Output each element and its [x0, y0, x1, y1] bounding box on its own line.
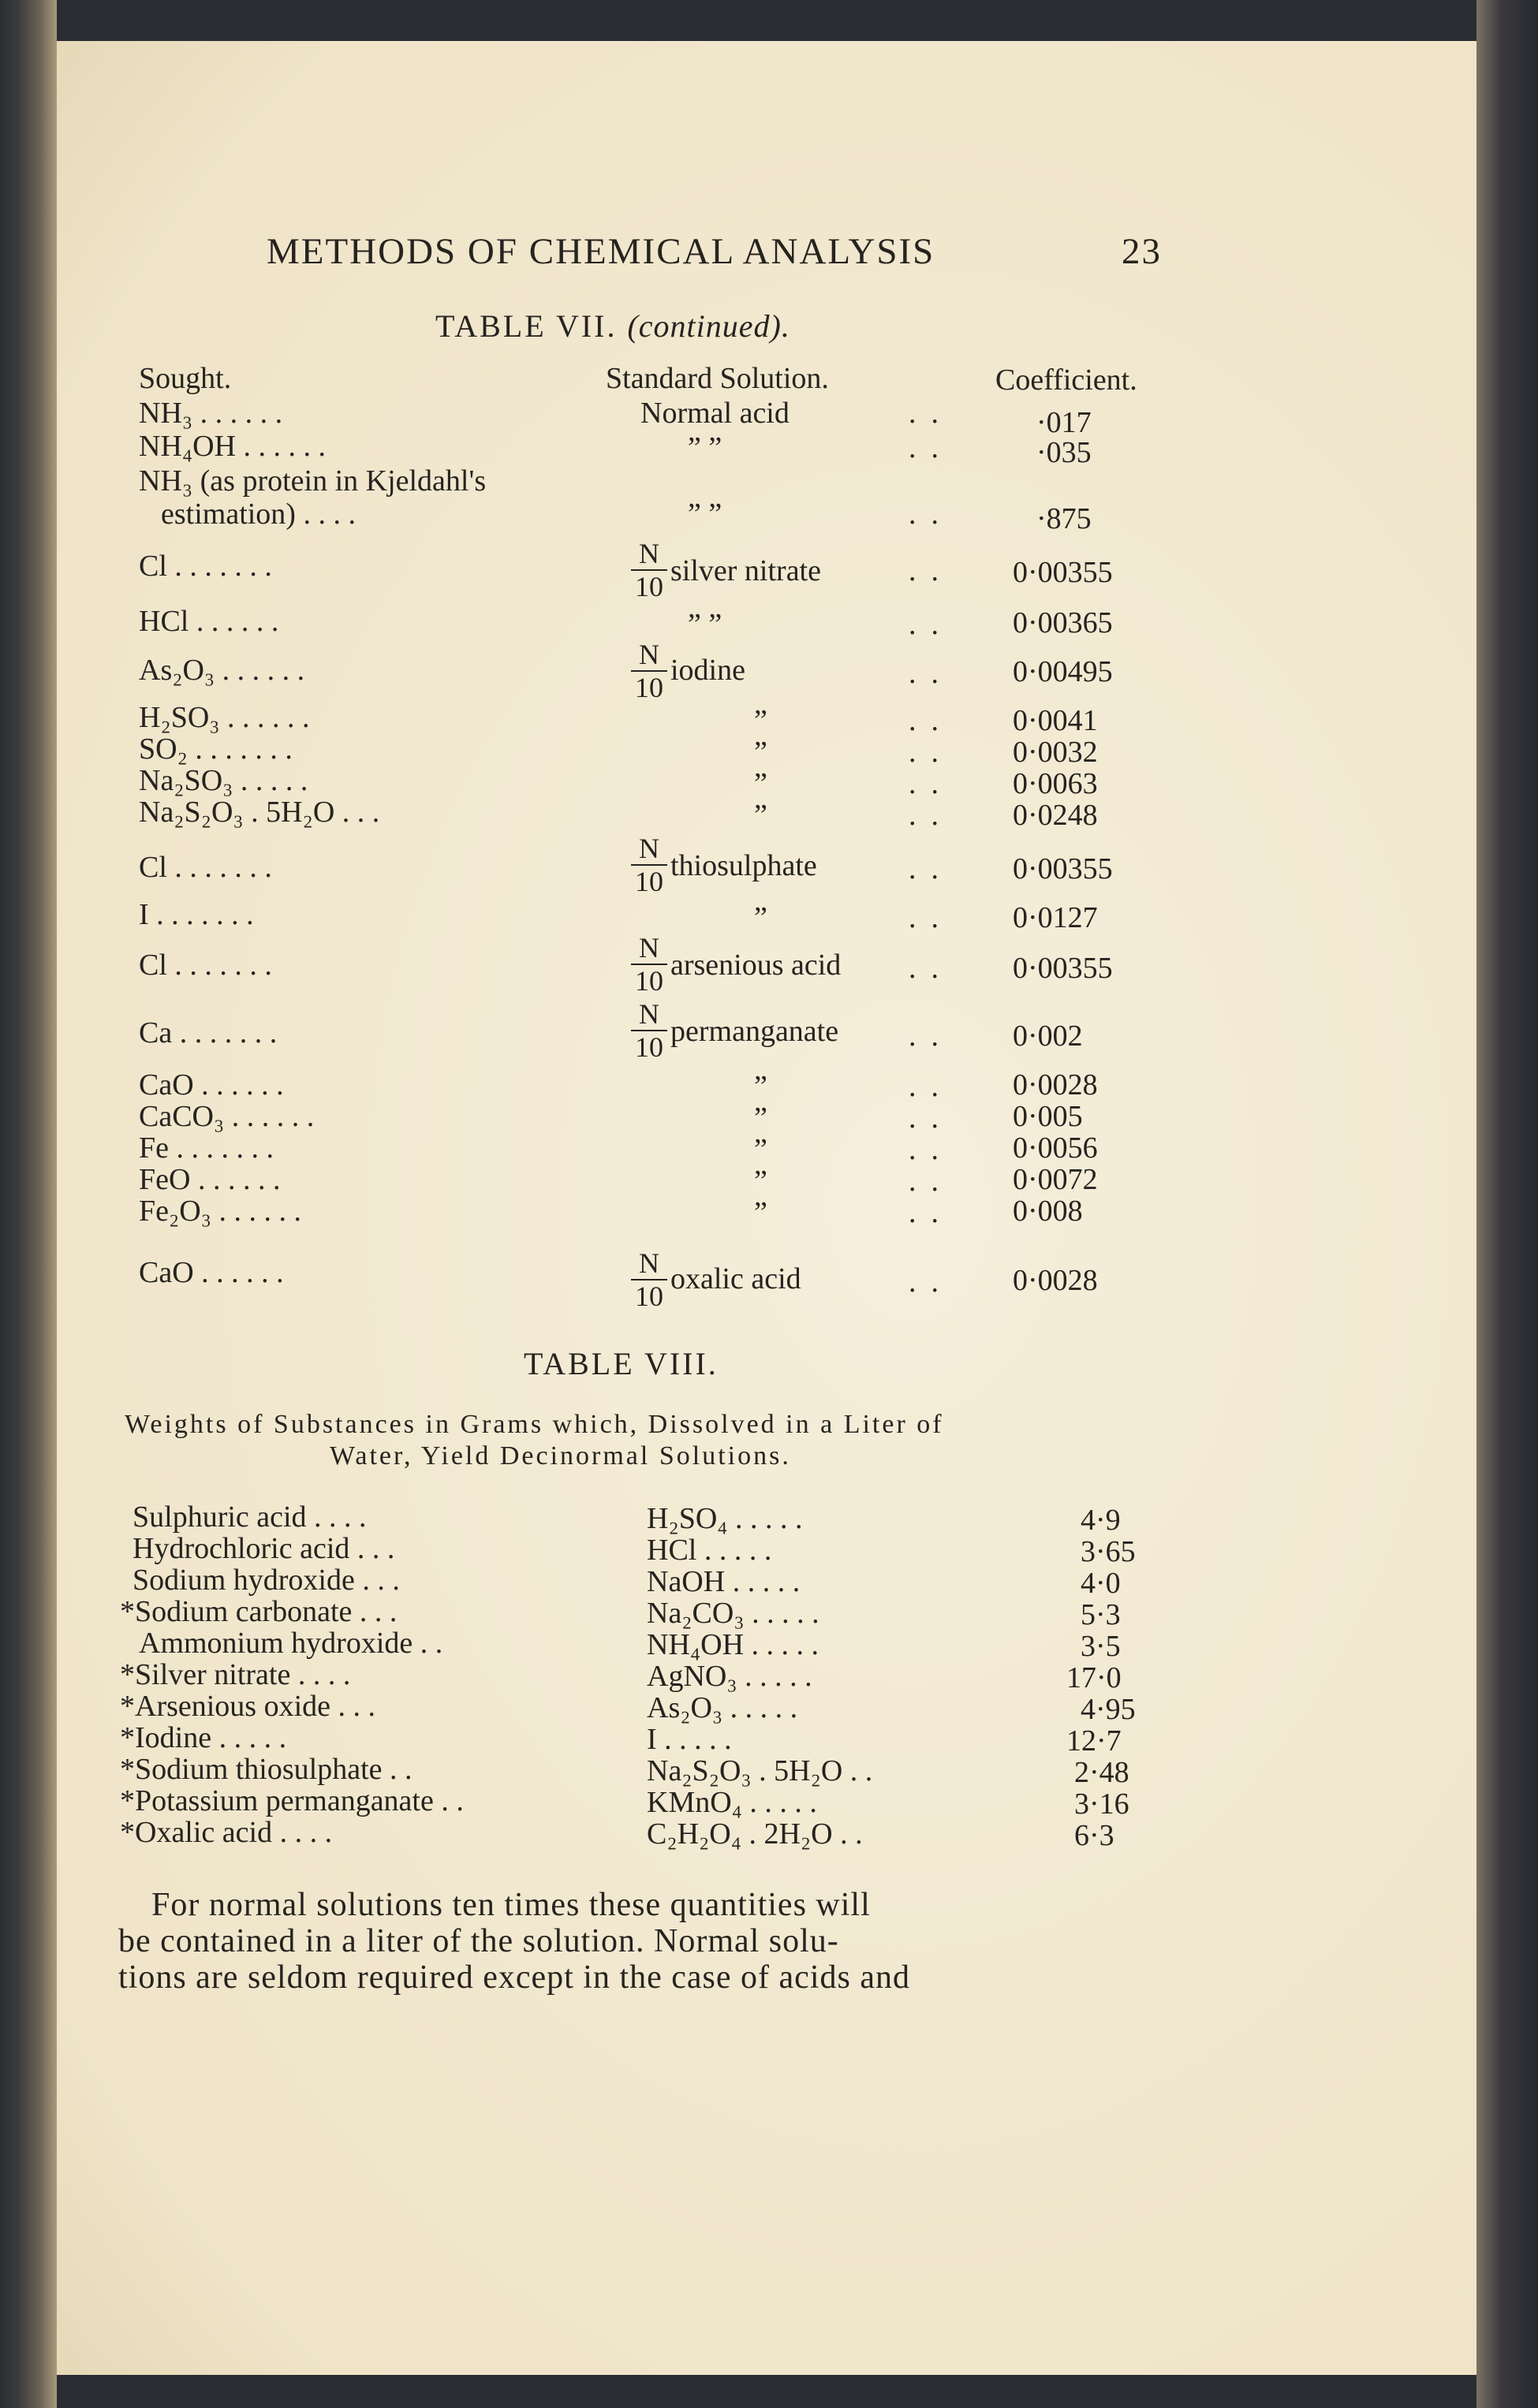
table-cell-coefficient: 0·0248 — [1013, 799, 1098, 832]
table-cell-coefficient: ·035 — [1036, 436, 1092, 469]
leader-dots: . . — [909, 397, 939, 430]
table-cell-solution: ” ” — [688, 498, 722, 531]
book-page — [57, 41, 1476, 2375]
table-row: H₂SO₃ . . . . . . — [139, 701, 310, 734]
table-cell-substance: Ammonium hydroxide . . — [139, 1627, 443, 1660]
table-cell-weight: 6·3 — [1074, 1819, 1114, 1852]
fraction-n-over-10: N 10 — [631, 640, 667, 702]
leader-dots: . . — [909, 704, 939, 737]
table-cell-coefficient: 0·0063 — [1013, 767, 1098, 800]
leader-dots: . . — [909, 1070, 939, 1103]
table-row: NH₄OH . . . . . . — [139, 430, 327, 463]
table-cell-formula: HCl . . . . . — [647, 1534, 772, 1567]
leader-dots: . . — [909, 852, 939, 885]
book-binding-right — [1476, 0, 1538, 2408]
table-cell-solution: ” — [754, 1070, 767, 1103]
table-cell-formula: As₂O₃ . . . . . — [647, 1691, 798, 1724]
table-cell-coefficient: ·017 — [1036, 406, 1092, 439]
table-cell-solution: permanganate — [670, 1015, 839, 1048]
leader-dots: . . — [909, 901, 939, 934]
leader-dots: . . — [909, 608, 939, 641]
table-7-caption: TABLE VII. (continued). — [435, 308, 790, 344]
table-cell-coefficient: 0·0056 — [1013, 1131, 1098, 1165]
table-cell-substance: *Potassium permanganate . . — [120, 1784, 464, 1817]
table-cell-substance: *Sodium carbonate . . . — [120, 1595, 398, 1628]
table-cell-formula: C₂H₂O₄ . 2H₂O . . — [647, 1817, 863, 1851]
table-cell-coefficient: 0·005 — [1013, 1100, 1083, 1133]
table-row: Cl . . . . . . . — [139, 550, 272, 583]
table-cell-weight: 3·5 — [1081, 1630, 1121, 1663]
table-cell-solution: silver nitrate — [670, 554, 821, 587]
table-cell-solution: ” ” — [688, 431, 722, 464]
table-row: HCl . . . . . . — [139, 605, 279, 638]
table-cell-solution: ” — [754, 1196, 767, 1229]
leader-dots: . . — [909, 431, 939, 464]
fraction-n-over-10: N 10 — [631, 1249, 667, 1310]
table-cell-weight: 4·95 — [1081, 1693, 1136, 1726]
paragraph-line-2: be contained in a liter of the solution. Normal solu- — [118, 1923, 839, 1959]
table-cell-weight: 12·7 — [1066, 1724, 1122, 1758]
table-row: Cl . . . . . . . — [139, 949, 272, 982]
table-cell-solution: ” — [754, 767, 767, 800]
table-row: CaO . . . . . . — [139, 1256, 284, 1289]
leader-dots: . . — [909, 1101, 939, 1135]
table-cell-formula: H₂SO₄ . . . . . — [647, 1502, 803, 1535]
table-cell-substance: *Iodine . . . . . — [120, 1721, 287, 1754]
table-row: Ca . . . . . . . — [139, 1016, 278, 1049]
table-cell-coefficient: 0·0127 — [1013, 901, 1098, 934]
table-cell-substance: Sulphuric acid . . . . — [133, 1500, 367, 1534]
leader-dots: . . — [909, 1266, 939, 1299]
table-cell-coefficient: 0·0041 — [1013, 704, 1098, 737]
table-row: I . . . . . . . — [139, 898, 254, 931]
table-cell-substance: *Silver nitrate . . . . — [120, 1658, 351, 1691]
table-cell-solution: thiosulphate — [670, 849, 817, 882]
table-row: Fe . . . . . . . — [139, 1131, 274, 1165]
table-cell-weight: 3·16 — [1074, 1787, 1129, 1821]
table-cell-coefficient: 0·008 — [1013, 1195, 1083, 1228]
table-cell-coefficient: 0·0028 — [1013, 1068, 1098, 1101]
table-cell-weight: 4·0 — [1081, 1567, 1121, 1600]
table-cell-coefficient: 0·00355 — [1013, 952, 1113, 985]
fraction-n-over-10: N 10 — [631, 834, 667, 896]
leader-dots: . . — [909, 498, 939, 531]
fraction-n-over-10: N 10 — [631, 539, 667, 601]
table-cell-substance: *Sodium thiosulphate . . — [120, 1753, 412, 1786]
table-row: Na₂S₂O₃ . 5H₂O . . . — [139, 796, 380, 829]
table-cell-coefficient: 0·0028 — [1013, 1264, 1098, 1297]
table-row: NH₃ (as protein in Kjeldahl's — [139, 464, 487, 498]
table-row: CaCO₃ . . . . . . — [139, 1100, 315, 1133]
table-cell-formula: NaOH . . . . . — [647, 1565, 801, 1598]
table-row: Fe₂O₃ . . . . . . — [139, 1195, 301, 1228]
table-cell-weight: 3·65 — [1081, 1535, 1136, 1568]
book-binding-left — [0, 0, 57, 2408]
table-8-subtitle-line-1: Weights of Substances in Grams which, Dissolved in a Liter of — [125, 1410, 944, 1439]
table-cell-coefficient: 0·00495 — [1013, 655, 1113, 688]
table-cell-coefficient: 0·00355 — [1013, 556, 1113, 589]
table-cell-formula: AgNO₃ . . . . . — [647, 1660, 812, 1693]
leader-dots: . . — [909, 799, 939, 832]
leader-dots: . . — [909, 952, 939, 985]
table-cell-coefficient: 0·00355 — [1013, 852, 1113, 885]
leader-dots: . . — [909, 1019, 939, 1053]
table-row: CaO . . . . . . — [139, 1068, 284, 1101]
table-cell-solution: ” ” — [688, 608, 722, 641]
table-cell-weight: 5·3 — [1081, 1598, 1121, 1631]
paragraph-line-1: For normal solutions ten times these quantities will — [151, 1887, 871, 1923]
table-cell-solution: Normal acid — [640, 397, 790, 430]
table-cell-formula: Na₂S₂O₃ . 5H₂O . . — [647, 1754, 873, 1787]
table-cell-coefficient: ·875 — [1036, 502, 1092, 535]
column-heading-coefficient: Coefficient. — [995, 363, 1137, 397]
table-row: FeO . . . . . . — [139, 1163, 281, 1196]
table-row: NH₃ . . . . . . — [139, 397, 283, 430]
table-cell-solution: ” — [754, 1133, 767, 1166]
table-cell-solution: ” — [754, 799, 767, 832]
table-cell-solution: ” — [754, 1101, 767, 1135]
table-cell-coefficient: 0·0032 — [1013, 736, 1098, 769]
leader-dots: . . — [909, 657, 939, 690]
table-cell-solution: ” — [754, 901, 767, 934]
table-cell-formula: KMnO₄ . . . . . — [647, 1786, 817, 1819]
column-heading-solution: Standard Solution. — [606, 362, 829, 395]
table-cell-solution: oxalic acid — [670, 1262, 801, 1295]
leader-dots: . . — [909, 1165, 939, 1198]
table-cell-formula: I . . . . . — [647, 1723, 732, 1756]
page-number: 23 — [1122, 231, 1162, 272]
table-cell-coefficient: 0·002 — [1013, 1019, 1083, 1053]
table-8-subtitle-line-2: Water, Yield Decinormal Solutions. — [330, 1441, 791, 1471]
leader-dots: . . — [909, 554, 939, 587]
leader-dots: . . — [909, 1196, 939, 1229]
table-cell-coefficient: 0·00365 — [1013, 606, 1113, 639]
table-cell-formula: Na₂CO₃ . . . . . — [647, 1597, 819, 1630]
table-cell-weight: 2·48 — [1074, 1756, 1129, 1789]
running-header: METHODS OF CHEMICAL ANALYSIS — [267, 231, 935, 272]
table-row: Na₂SO₃ . . . . . — [139, 764, 308, 797]
table-cell-formula: NH₄OH . . . . . — [647, 1628, 819, 1661]
table-cell-solution: ” — [754, 736, 767, 769]
leader-dots: . . — [909, 736, 939, 769]
column-heading-sought: Sought. — [139, 362, 232, 395]
fraction-n-over-10: N 10 — [631, 1000, 667, 1061]
table-row: As₂O₃ . . . . . . — [139, 654, 305, 687]
table-7-continued: (continued). — [627, 308, 790, 344]
table-cell-substance: *Arsenious oxide . . . — [120, 1690, 376, 1723]
table-cell-weight: 4·9 — [1081, 1504, 1121, 1537]
leader-dots: . . — [909, 1133, 939, 1166]
table-cell-substance: *Oxalic acid . . . . — [120, 1816, 333, 1849]
table-row-continuation: estimation) . . . . — [161, 498, 356, 531]
table-row: Cl . . . . . . . — [139, 851, 272, 884]
table-8-caption: TABLE VIII. — [524, 1346, 719, 1381]
table-cell-solution: iodine — [670, 654, 745, 687]
fraction-n-over-10: N 10 — [631, 934, 667, 995]
table-cell-solution: ” — [754, 704, 767, 737]
table-cell-solution: arsenious acid — [670, 949, 842, 982]
table-cell-substance: Hydrochloric acid . . . — [133, 1532, 395, 1565]
table-cell-solution: ” — [754, 1165, 767, 1198]
paragraph-line-3: tions are seldom required except in the case of acids and — [118, 1959, 910, 1996]
table-cell-weight: 17·0 — [1066, 1661, 1122, 1694]
table-cell-substance: Sodium hydroxide . . . — [133, 1564, 400, 1597]
table-row: SO₂ . . . . . . . — [139, 732, 293, 766]
leader-dots: . . — [909, 767, 939, 800]
table-cell-coefficient: 0·0072 — [1013, 1163, 1098, 1196]
